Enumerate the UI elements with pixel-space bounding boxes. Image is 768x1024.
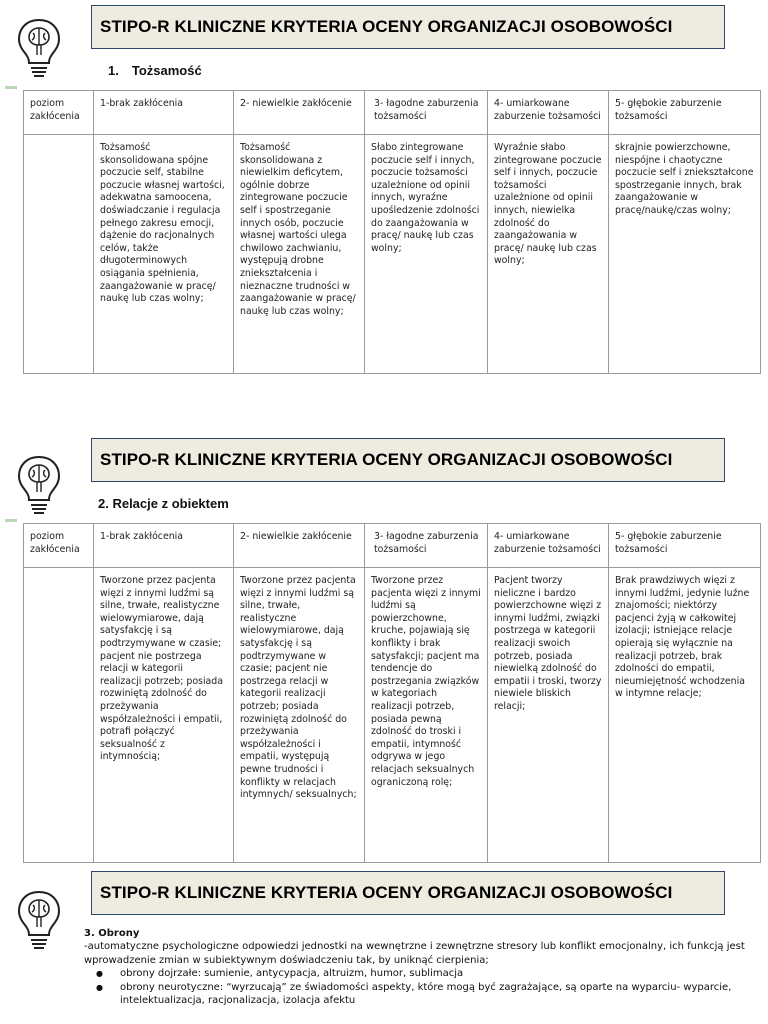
banner-title: STIPO-R KLINICZNE KRYTERIA OCENY ORGANIZACJI OSOBOWOŚCI — [91, 438, 725, 482]
table-header-row — [24, 524, 761, 568]
section3-list — [84, 967, 762, 1007]
table-cell: Wyraźnie słabo zintegrowane poczucie self i innych, poczucie tożsamości uzależnione od opinii innych, niewielka zdolność do zaangażowania w pracę/ naukę lub czas wolny; — [488, 135, 609, 374]
table-cell: Tworzone przez pacjenta więzi z innymi ludźmi są silne, trwałe, realistyczne wielowymiarowe, dają satysfakcję i są podtrzymywane w czasie; pacjent nie postrzega relacji w kategorii realizacji potrzeb; posiada rozwiniętą zdolność do przeżywania współzależności i empatii, potrafi połączyć seksualność z intymnością; — [94, 568, 234, 863]
table-cell — [24, 135, 94, 374]
section3-intro: -automatyczne psychologiczne odpowiedzi jednostki na wewnętrzne i zewnętrzne stresory lub konflikt emocjonalny, ich funkcją jest wprowadzenie zmian w subiektywnym doświadczeniu tak, by uniknąć cierpienia; — [84, 941, 745, 966]
lightbulb-brain-icon — [16, 455, 62, 517]
table-row — [24, 135, 761, 374]
table-cell: Pacjent tworzy nieliczne i bardzo powierzchowne więzi z innymi ludźmi, związki postrzega w kategorii realizacji swoich potrzeb, posiada niewielką zdolność do empatii i troski, tworzy niewiele bliskich relacji; — [488, 568, 609, 863]
header-cell: poziom zakłócenia — [24, 524, 94, 568]
section1-number: 1. — [108, 63, 119, 78]
header-cell: 3- łagodne zaburzenia tożsamości — [365, 91, 488, 135]
lightbulb-brain-icon — [16, 18, 62, 80]
green-marker — [5, 86, 17, 89]
header-cell: 2- niewielkie zakłócenie — [234, 91, 365, 135]
table-header-row — [24, 91, 761, 135]
header-cell: 4- umiarkowane zaburzenie tożsamości — [488, 524, 609, 568]
section3-heading: 3. Obrony — [84, 928, 140, 939]
table-cell: Brak prawdziwych więzi z innymi ludźmi, jedynie luźne znajomości; niektórzy pacjenci żyją w całkowitej izolacji; istniejące relacje opierają się wyłącznie na realizacji potrzeb, brak zdolności do empatii, nieumiejętność wchodzenia w intymne relacje; — [609, 568, 761, 863]
header-cell: 5- głębokie zaburzenie tożsamości — [609, 91, 761, 135]
criteria-table-1 — [23, 90, 761, 374]
table-cell: Tożsamość skonsolidowana z niewielkim deficytem, ogólnie dobrze zintegrowane poczucie self i spostrzeganie innych osób, poczucie własnej wartości ulega chwilowo zachwianiu, występują drobne zniekształcenia i nieznaczne trudności w zaangażowanie w pracę/ naukę lub czas wolny; — [234, 135, 365, 374]
lightbulb-brain-icon — [16, 890, 62, 952]
banner-title: STIPO-R KLINICZNE KRYTERIA OCENY ORGANIZACJI OSOBOWOŚCI — [91, 5, 725, 49]
header-cell: poziom zakłócenia — [24, 91, 94, 135]
section1-title: Tożsamość — [131, 63, 202, 78]
header-cell: 4- umiarkowane zaburzenie tożsamości — [488, 91, 609, 135]
table-row — [24, 568, 761, 863]
table-cell: Słabo zintegrowane poczucie self i innych, poczucie tożsamości uzależnione od opinii innych, wyraźne upośledzenie zdolności do zaangażowania w pracę/ naukę lub czas wolny; — [365, 135, 488, 374]
list-item: ● obrony neurotyczne: “wyrzucają” ze świadomości aspekty, które mogą być zagrażające, są oparte na wyparciu- wyparcie, intelektualizacja, racjonalizacja, izolacja afektu — [112, 981, 762, 1008]
header-cell: 3- łagodne zaburzenia tożsamości — [365, 524, 488, 568]
table-cell: Tożsamość skonsolidowana spójne poczucie self, stabilne poczucie własnej wartości, adekwatna samoocena, doświadczanie i regulacja pełnego zakresu emocji, dążenie do racjonalnych celów, także długoterminowych osiągania spełnienia, zaangażowanie w pracę/ naukę lub czas wolny; — [94, 135, 234, 374]
banner-title: STIPO-R KLINICZNE KRYTERIA OCENY ORGANIZACJI OSOBOWOŚCI — [91, 871, 725, 915]
table-cell: Tworzone przez pacjenta więzi z innymi ludźmi są silne, trwałe, realistyczne wielowymiarowe, dają satysfakcję i są podtrzymywane w czasie; pacjent nie postrzega relacji w kategorii realizacji potrzeb; posiada rozwiniętą zdolność do przeżywania współzależności i empatii, występują pewne trudności i konflikty w relacjach intymnych/ seksualnych; — [234, 568, 365, 863]
section2-heading: 2. Relacje z obiektem — [98, 496, 229, 511]
criteria-table-2 — [23, 523, 761, 863]
table-cell: skrajnie powierzchowne, niespójne i chaotyczne poczucie self i zniekształcone spostrzeganie innych, brak zaangażowanie w pracę/naukę/czas wolny; — [609, 135, 761, 374]
header-cell: 1-brak zakłócenia — [94, 91, 234, 135]
table-cell — [24, 568, 94, 863]
header-cell: 2- niewielkie zakłócenie — [234, 524, 365, 568]
section3-body — [84, 927, 762, 1007]
section1-heading — [108, 63, 202, 78]
green-marker — [5, 519, 17, 522]
header-cell: 5- głębokie zaburzenie tożsamości — [609, 524, 761, 568]
header-cell: 1-brak zakłócenia — [94, 524, 234, 568]
list-item: ● obrony dojrzałe: sumienie, antycypacja, altruizm, humor, sublimacja — [112, 967, 762, 980]
table-cell: Tworzone przez pacjenta więzi z innymi ludźmi są powierzchowne, kruche, pojawiają się konflikty i brak satysfakcji; pacjent ma tendencje do postrzegania związków w kategoriach realizacji potrzeb, posiada pewną zdolność do troski i empatii, intymność odgrywa w jego relacjach seksualnych ograniczoną rolę; — [365, 568, 488, 863]
